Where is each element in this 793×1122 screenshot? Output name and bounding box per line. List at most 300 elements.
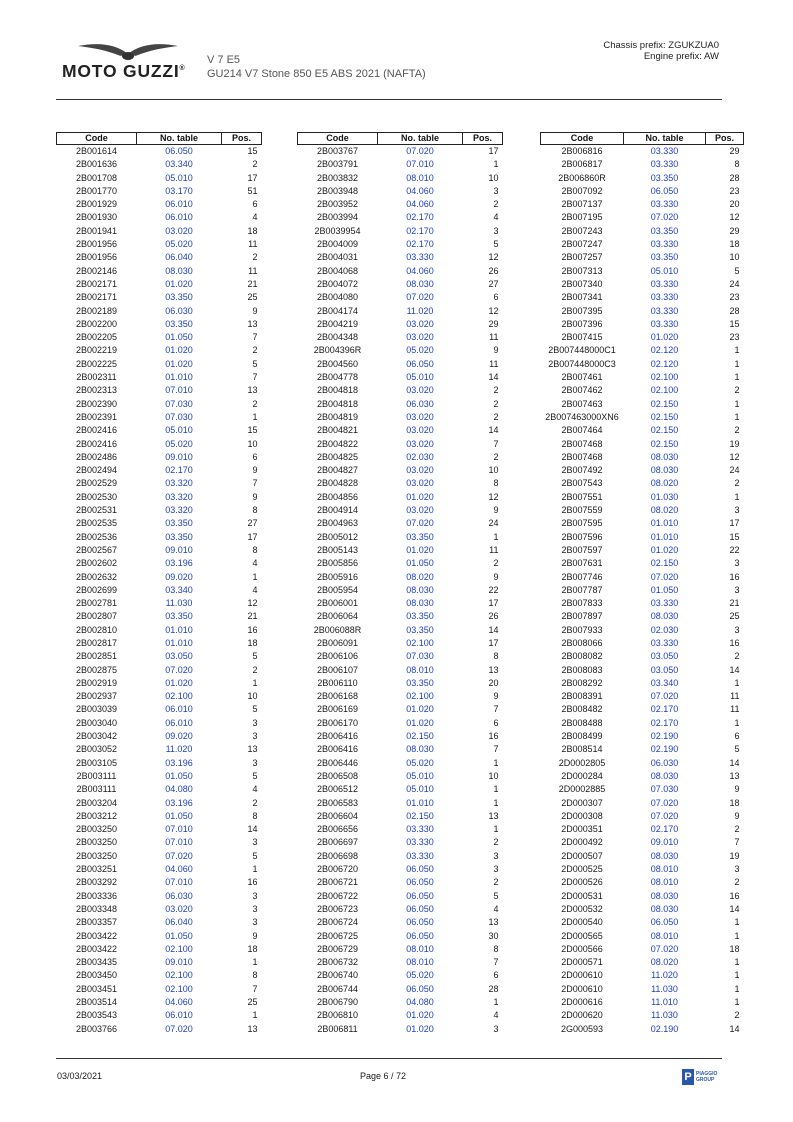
table-ref[interactable]: 07.030	[406, 651, 434, 662]
position: 18	[729, 797, 740, 808]
table-row	[298, 903, 503, 916]
table-ref[interactable]: 05.020	[165, 438, 193, 449]
position: 1	[734, 983, 740, 994]
position: 8	[252, 970, 258, 981]
table-ref[interactable]: 02.100	[165, 970, 193, 981]
table-ref[interactable]: 02.150	[650, 398, 679, 409]
table-ref[interactable]: 06.050	[406, 877, 434, 888]
table-ref[interactable]: 03.350	[406, 531, 434, 542]
part-code: 2B002146	[75, 265, 118, 276]
engine-prefix: Engine prefix: AW	[643, 51, 719, 62]
table-ref[interactable]: 02.150	[650, 411, 679, 422]
table-ref[interactable]: 02.100	[650, 372, 679, 383]
table-ref[interactable]: 02.100	[165, 943, 193, 954]
table-ref[interactable]: 01.010	[165, 637, 193, 648]
table-ref[interactable]: 02.100	[406, 691, 434, 702]
table-ref[interactable]: 11.020	[165, 744, 193, 755]
table-ref[interactable]: 08.010	[406, 943, 434, 954]
part-code: 2B006110	[317, 677, 358, 688]
table-ref[interactable]: 08.030	[650, 890, 679, 901]
table-row	[298, 584, 503, 597]
part-code: 2B007559	[561, 505, 603, 516]
table-ref[interactable]: 07.030	[165, 398, 193, 409]
table-ref[interactable]: 02.170	[406, 225, 434, 236]
table-ref[interactable]: 02.150	[650, 438, 679, 449]
table-ref[interactable]: 03.330	[650, 318, 679, 329]
part-code: 2B001614	[75, 146, 118, 156]
table-ref[interactable]: 06.030	[165, 305, 193, 316]
table-ref[interactable]: 07.010	[165, 385, 193, 396]
table-row	[57, 411, 262, 424]
part-code: 2B004068	[316, 265, 359, 276]
table-ref[interactable]: 01.030	[650, 491, 679, 502]
position: 14	[488, 624, 499, 635]
table-ref[interactable]: 02.170	[650, 717, 679, 728]
table-ref[interactable]: 03.320	[165, 505, 193, 516]
table-ref[interactable]: 03.196	[165, 558, 193, 569]
footer-date: 03/03/2021	[57, 1071, 103, 1081]
position: 17	[488, 637, 499, 648]
table-ref[interactable]: 03.330	[650, 199, 679, 210]
position: 5	[493, 239, 499, 250]
table-ref[interactable]: 08.030	[406, 584, 434, 595]
part-code: 2B007448000C3	[548, 358, 616, 369]
table-ref[interactable]: 04.060	[406, 199, 434, 210]
position: 20	[729, 199, 740, 210]
position: 24	[488, 518, 499, 529]
table-ref[interactable]: 03.020	[406, 505, 434, 516]
table-ref[interactable]: 08.010	[406, 957, 434, 968]
table-row	[57, 185, 262, 198]
position: 19	[729, 438, 740, 449]
part-code: 2D000532	[561, 903, 603, 914]
position: 2	[493, 877, 499, 888]
table-ref[interactable]: 01.020	[650, 332, 679, 343]
table-ref[interactable]: 11.030	[165, 598, 193, 609]
table-ref[interactable]: 08.030	[406, 744, 434, 755]
table-ref[interactable]: 06.030	[165, 890, 193, 901]
table-row	[57, 571, 262, 584]
table-ref[interactable]: 07.020	[406, 292, 434, 303]
table-ref[interactable]: 03.020	[406, 318, 434, 329]
table-ref[interactable]: 04.080	[165, 784, 193, 795]
table-ref[interactable]: 03.050	[650, 664, 679, 675]
position: 2	[734, 425, 740, 436]
parts-table	[540, 132, 744, 1036]
part-code: 2B006106	[316, 651, 359, 662]
table-ref[interactable]: 03.020	[165, 903, 193, 914]
table-ref[interactable]: 01.020	[165, 677, 193, 688]
position: 2	[734, 824, 740, 835]
table-ref[interactable]: 01.050	[165, 770, 193, 781]
table-ref[interactable]: 07.020	[650, 691, 679, 702]
table-row	[541, 983, 744, 996]
table-ref[interactable]: 07.020	[650, 571, 679, 582]
table-row	[541, 384, 744, 397]
table-ref[interactable]: 06.010	[165, 717, 193, 728]
position: 3	[252, 903, 258, 914]
table-ref[interactable]: 03.020	[406, 332, 434, 343]
table-ref[interactable]: 08.020	[406, 571, 434, 582]
table-ref[interactable]: 08.020	[650, 957, 679, 968]
table-ref[interactable]: 07.020	[650, 212, 679, 223]
table-row	[57, 172, 262, 185]
table-ref[interactable]: 07.020	[165, 850, 193, 861]
table-ref[interactable]: 01.020	[406, 704, 434, 715]
table-ref[interactable]: 03.330	[650, 305, 679, 316]
table-ref[interactable]: 03.020	[406, 425, 434, 436]
table-ref[interactable]: 01.050	[165, 930, 193, 941]
table-row	[541, 996, 744, 1009]
table-ref[interactable]: 03.340	[650, 677, 679, 688]
table-ref[interactable]: 06.010	[165, 704, 193, 715]
table-row	[57, 996, 262, 1009]
table-ref[interactable]: 08.010	[650, 930, 679, 941]
table-ref[interactable]: 01.010	[650, 518, 679, 529]
part-code: 2B002200	[75, 318, 118, 329]
table-ref[interactable]: 02.190	[650, 1023, 679, 1034]
table-ref[interactable]: 03.350	[650, 225, 679, 236]
table-ref[interactable]: 05.010	[165, 172, 193, 183]
table-ref[interactable]: 06.050	[650, 185, 679, 196]
part-code: 2B007551	[561, 491, 603, 502]
table-ref[interactable]: 01.020	[165, 345, 193, 356]
table-ref[interactable]: 03.350	[406, 624, 434, 635]
table-ref[interactable]: 08.030	[650, 611, 679, 622]
table-ref[interactable]: 02.100	[165, 983, 193, 994]
table-ref[interactable]: 11.020	[406, 305, 434, 316]
table-ref[interactable]: 07.020	[406, 146, 434, 156]
table-row	[298, 504, 503, 517]
position: 9	[252, 465, 258, 476]
position: 13	[488, 917, 499, 928]
position: 9	[734, 784, 740, 795]
position: 13	[729, 770, 740, 781]
table-ref[interactable]: 11.010	[651, 997, 678, 1007]
table-ref[interactable]: 08.030	[165, 265, 193, 276]
table-ref[interactable]: 03.350	[165, 318, 193, 329]
position: 2	[493, 451, 499, 462]
position: 1	[734, 491, 740, 502]
table-ref[interactable]: 03.350	[165, 292, 193, 303]
table-ref[interactable]: 01.010	[650, 531, 679, 542]
table-ref[interactable]: 01.020	[406, 491, 434, 502]
table-ref[interactable]: 02.100	[650, 385, 679, 396]
table-ref[interactable]: 06.050	[406, 864, 434, 875]
table-ref[interactable]: 08.020	[650, 505, 679, 516]
table-ref[interactable]: 04.060	[165, 997, 193, 1007]
table-row	[541, 225, 744, 238]
position: 12	[488, 491, 499, 502]
table-ref[interactable]: 01.050	[406, 558, 434, 569]
part-code: 2B002531	[75, 505, 118, 516]
table-ref[interactable]: 01.020	[650, 544, 679, 555]
table-row	[541, 424, 744, 437]
table-ref[interactable]: 06.050	[406, 358, 434, 369]
position: 17	[247, 172, 258, 183]
part-code: 2B003767	[316, 146, 359, 156]
table-ref[interactable]: 07.020	[650, 810, 679, 821]
table-ref[interactable]: 04.060	[406, 185, 434, 196]
part-code: 2B001636	[75, 159, 118, 170]
parts-column-1	[56, 132, 262, 1036]
table-row	[541, 637, 744, 650]
position: 11	[489, 358, 499, 369]
table-ref[interactable]: 01.010	[165, 624, 193, 635]
table-ref[interactable]: 09.020	[165, 731, 193, 742]
table-ref[interactable]: 06.050	[406, 917, 434, 928]
table-ref[interactable]: 03.330	[650, 239, 679, 250]
part-code: 2B003105	[75, 757, 118, 768]
table-ref[interactable]: 09.020	[165, 571, 193, 582]
position: 18	[247, 943, 258, 954]
part-code: 2B001770	[75, 185, 118, 196]
table-ref[interactable]: 03.350	[165, 611, 193, 622]
table-ref[interactable]: 02.150	[406, 731, 434, 742]
table-ref[interactable]: 01.020	[165, 358, 193, 369]
table-ref[interactable]: 01.050	[165, 332, 193, 343]
table-row	[541, 251, 744, 264]
table-row	[57, 198, 262, 211]
table-row	[57, 531, 262, 544]
table-ref[interactable]: 07.020	[165, 664, 193, 675]
part-code: 2B007462	[561, 385, 603, 396]
position: 5	[252, 704, 258, 715]
table-ref[interactable]: 06.050	[406, 930, 434, 941]
part-code: 2B006512	[316, 784, 359, 795]
part-code: 2B006091	[316, 637, 359, 648]
table-ref[interactable]: 08.030	[650, 903, 679, 914]
table-ref[interactable]: 09.010	[165, 544, 193, 555]
part-code: 2B006446	[316, 757, 359, 768]
table-ref[interactable]: 03.350	[165, 531, 193, 542]
part-code: 2B007597	[561, 544, 603, 555]
position: 1	[493, 784, 499, 795]
part-code: 2D000308	[561, 810, 603, 821]
table-ref[interactable]: 06.040	[165, 252, 193, 263]
table-ref[interactable]: 08.030	[406, 598, 434, 609]
table-ref[interactable]: 02.030	[406, 451, 434, 462]
table-ref[interactable]: 08.010	[650, 864, 679, 875]
table-ref[interactable]: 03.170	[165, 185, 193, 196]
part-code: 2B005012	[316, 531, 359, 542]
table-ref[interactable]: 02.170	[165, 465, 193, 476]
table-ref[interactable]: 03.330	[650, 292, 679, 303]
table-ref[interactable]: 03.330	[650, 598, 679, 609]
table-ref[interactable]: 02.120	[650, 358, 679, 369]
table-ref[interactable]: 03.020	[406, 465, 434, 476]
table-ref[interactable]: 08.030	[650, 850, 679, 861]
table-ref[interactable]: 02.120	[650, 345, 679, 356]
table-ref[interactable]: 06.010	[165, 199, 193, 210]
table-ref[interactable]: 06.030	[406, 398, 434, 409]
position: 21	[729, 598, 740, 609]
table-ref[interactable]: 05.010	[406, 372, 434, 383]
table-ref[interactable]: 02.170	[406, 239, 434, 250]
position: 4	[252, 558, 258, 569]
table-row	[57, 291, 262, 304]
table-row	[541, 850, 744, 863]
table-ref[interactable]: 11.020	[651, 970, 678, 981]
table-ref[interactable]: 02.150	[650, 425, 679, 436]
table-row	[541, 770, 744, 783]
table-ref[interactable]: 07.020	[650, 797, 679, 808]
table-ref[interactable]: 06.050	[165, 146, 193, 156]
table-ref[interactable]: 05.010	[165, 425, 193, 436]
table-ref[interactable]: 03.020	[406, 478, 434, 489]
table-ref[interactable]: 08.030	[650, 465, 679, 476]
table-ref[interactable]: 05.010	[406, 770, 434, 781]
table-row	[298, 384, 503, 397]
table-row	[57, 238, 262, 251]
table-ref[interactable]: 03.020	[165, 225, 193, 236]
part-code: 2B006724	[316, 917, 359, 928]
table-ref[interactable]: 06.040	[165, 917, 193, 928]
position: 3	[493, 864, 499, 875]
table-ref[interactable]: 01.020	[406, 1023, 434, 1034]
position: 3	[252, 717, 258, 728]
table-ref[interactable]: 03.350	[406, 677, 434, 688]
table-ref[interactable]: 08.020	[650, 478, 679, 489]
table-ref[interactable]: 05.020	[406, 970, 434, 981]
table-ref[interactable]: 03.350	[165, 518, 193, 529]
table-ref[interactable]: 02.030	[650, 624, 679, 635]
table-row	[298, 411, 503, 424]
table-ref[interactable]: 06.050	[406, 903, 434, 914]
table-ref[interactable]: 08.030	[650, 770, 679, 781]
table-ref[interactable]: 07.020	[650, 943, 679, 954]
table-ref[interactable]: 03.050	[165, 651, 193, 662]
table-ref[interactable]: 06.050	[406, 890, 434, 901]
table-ref[interactable]: 01.050	[165, 810, 193, 821]
table-ref[interactable]: 09.010	[165, 957, 193, 968]
position: 4	[493, 903, 499, 914]
table-ref[interactable]: 07.030	[650, 784, 679, 795]
table-ref[interactable]: 03.020	[406, 438, 434, 449]
table-row	[298, 517, 503, 530]
table-ref[interactable]: 11.030	[651, 1010, 678, 1021]
table-row	[298, 145, 503, 159]
table-ref[interactable]: 07.010	[165, 824, 193, 835]
footer-divider	[56, 1058, 722, 1059]
table-ref[interactable]: 07.010	[165, 837, 193, 848]
table-ref[interactable]: 03.320	[165, 491, 193, 502]
table-ref[interactable]: 03.330	[406, 850, 434, 861]
table-row	[541, 371, 744, 384]
table-ref[interactable]: 06.010	[165, 1010, 193, 1021]
table-ref[interactable]: 03.330	[650, 159, 679, 170]
table-ref[interactable]: 03.020	[406, 385, 434, 396]
table-ref[interactable]: 05.010	[650, 265, 679, 276]
table-ref[interactable]: 03.020	[406, 411, 434, 422]
table-ref[interactable]: 03.320	[165, 478, 193, 489]
table-ref[interactable]: 01.020	[406, 544, 434, 555]
table-ref[interactable]: 05.020	[165, 239, 193, 250]
table-ref[interactable]: 11.030	[651, 983, 678, 994]
position: 10	[729, 252, 740, 263]
table-ref[interactable]: 02.190	[650, 731, 679, 742]
table-ref[interactable]: 08.010	[406, 664, 434, 675]
position: 9	[252, 930, 258, 941]
table-ref[interactable]: 03.330	[650, 146, 679, 156]
table-ref[interactable]: 03.350	[650, 172, 679, 183]
table-ref[interactable]: 01.020	[406, 1010, 434, 1021]
table-ref[interactable]: 03.330	[406, 824, 434, 835]
table-ref[interactable]: 07.030	[165, 411, 193, 422]
table-ref[interactable]: 03.330	[650, 278, 679, 289]
table-ref[interactable]: 09.010	[165, 451, 193, 462]
table-ref[interactable]: 04.060	[406, 265, 434, 276]
table-ref[interactable]: 04.080	[406, 997, 434, 1007]
table-ref[interactable]: 02.100	[406, 637, 434, 648]
table-ref[interactable]: 01.020	[165, 278, 193, 289]
position: 14	[488, 425, 499, 436]
table-ref[interactable]: 06.050	[406, 983, 434, 994]
table-ref[interactable]: 03.196	[165, 797, 193, 808]
table-ref[interactable]: 07.020	[406, 518, 434, 529]
table-ref[interactable]: 03.330	[406, 252, 434, 263]
position: 10	[247, 438, 258, 449]
part-code: 2D000610	[561, 983, 603, 994]
table-ref[interactable]: 08.030	[650, 451, 679, 462]
table-ref[interactable]: 02.100	[165, 691, 193, 702]
table-ref[interactable]: 01.010	[406, 797, 434, 808]
table-ref[interactable]: 05.020	[406, 757, 434, 768]
position: 3	[252, 731, 258, 742]
table-row	[541, 876, 744, 889]
part-code: 2B001929	[75, 199, 118, 210]
table-ref[interactable]: 03.330	[650, 637, 679, 648]
table-ref[interactable]: 01.010	[165, 372, 193, 383]
table-ref[interactable]: 08.030	[406, 278, 434, 289]
table-ref[interactable]: 04.060	[165, 864, 193, 875]
table-ref[interactable]: 02.150	[406, 810, 434, 821]
table-ref[interactable]: 02.170	[650, 824, 679, 835]
table-row	[57, 278, 262, 291]
table-ref[interactable]: 01.020	[406, 717, 434, 728]
table-ref[interactable]: 03.350	[650, 252, 679, 263]
position: 14	[488, 372, 499, 383]
model-code: V 7 E5	[207, 54, 241, 66]
table-ref[interactable]: 05.010	[406, 784, 434, 795]
table-ref[interactable]: 09.010	[650, 837, 679, 848]
table-row	[57, 757, 262, 770]
table-row	[541, 836, 744, 849]
table-ref[interactable]: 02.170	[406, 212, 434, 223]
table-ref[interactable]: 03.050	[650, 651, 679, 662]
table-ref[interactable]: 03.330	[406, 837, 434, 848]
table-ref[interactable]: 06.010	[165, 212, 193, 223]
position: 18	[729, 239, 740, 250]
table-ref[interactable]: 02.170	[650, 704, 679, 715]
table-ref[interactable]: 03.340	[165, 584, 193, 595]
table-ref[interactable]: 08.010	[406, 172, 434, 183]
table-ref[interactable]: 03.350	[406, 611, 434, 622]
table-ref[interactable]: 08.010	[650, 877, 679, 888]
table-ref[interactable]: 03.340	[165, 159, 193, 170]
table-ref[interactable]: 02.150	[650, 558, 679, 569]
part-code: 2B006583	[316, 797, 359, 808]
table-ref[interactable]: 07.020	[165, 1023, 193, 1034]
table-ref[interactable]: 02.190	[650, 744, 679, 755]
table-ref[interactable]: 03.196	[165, 757, 193, 768]
table-ref[interactable]: 06.030	[650, 757, 679, 768]
table-ref[interactable]: 07.010	[165, 877, 193, 888]
table-ref[interactable]: 07.010	[406, 159, 434, 170]
table-ref[interactable]: 06.050	[650, 917, 679, 928]
table-ref[interactable]: 05.020	[406, 345, 434, 356]
table-ref[interactable]: 01.050	[650, 584, 679, 595]
